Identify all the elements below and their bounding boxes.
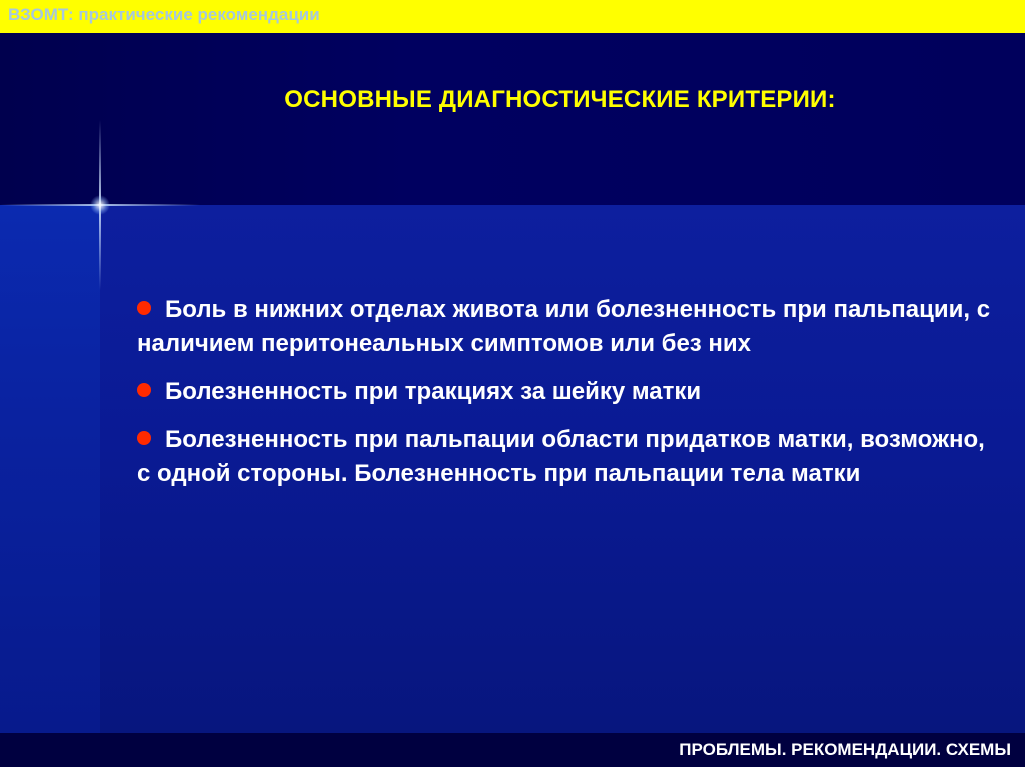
footer-label: ПРОБЛЕМЫ. РЕКОМЕНДАЦИИ. СХЕМЫ: [679, 740, 1011, 759]
bullet-dot-icon: [137, 383, 151, 397]
bullet-dot-icon: [137, 431, 151, 445]
criteria-text: Боль в нижних отделах живота или болезненность при пальпации, с наличием перитонеальных симптомов или без них: [137, 296, 991, 357]
criteria-text: Болезненность при тракциях за шейку матки: [165, 378, 702, 405]
left-decor-strip: [0, 205, 100, 733]
bottom-footer-bar: [0, 733, 1025, 767]
top-header-bar: [0, 0, 1025, 33]
title-band: [0, 33, 1025, 205]
course-label: ВЗОМТ: практические рекомендации: [8, 5, 320, 24]
criteria-list: [137, 293, 997, 505]
criteria-item: [137, 375, 997, 409]
criteria-text: Болезненность при пальпации области придатков матки, возможно, с одной стороны. Болезненность при пальпации тела матки: [137, 426, 985, 487]
slide-title: ОСНОВНЫЕ ДИАГНОСТИЧЕСКИЕ КРИТЕРИИ:: [284, 86, 836, 113]
criteria-item: [137, 423, 997, 491]
criteria-item: [137, 293, 997, 361]
bullet-dot-icon: [137, 301, 151, 315]
